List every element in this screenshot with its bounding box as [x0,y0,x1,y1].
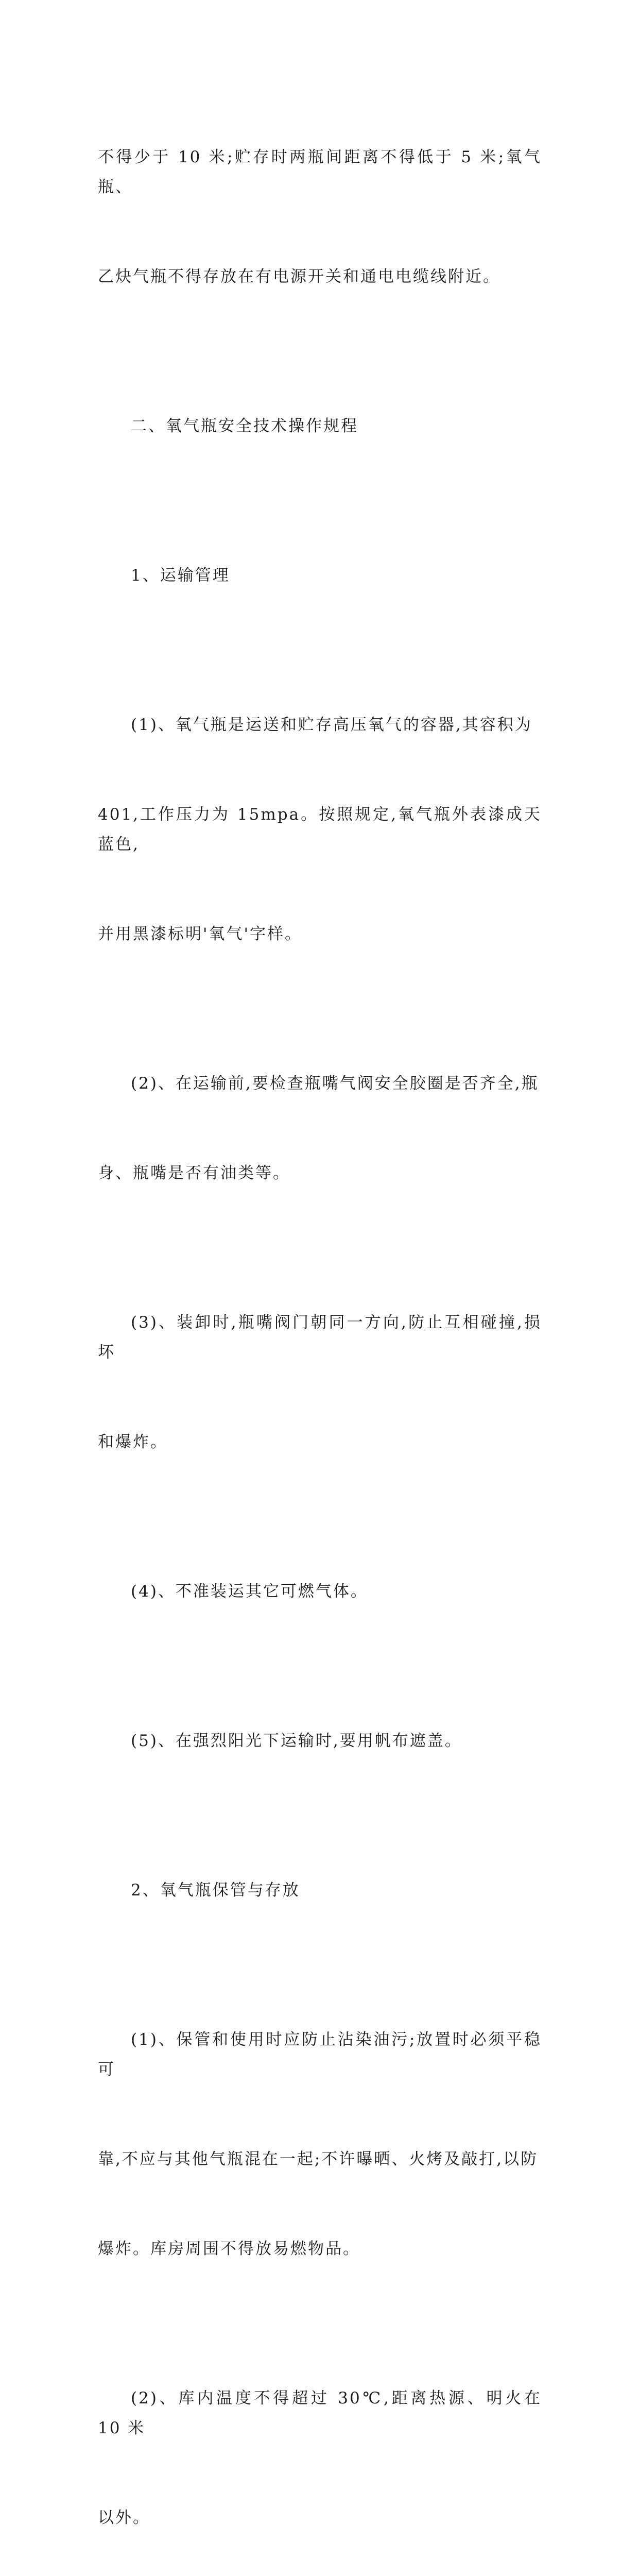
paragraph-transport-1 [98,650,542,1009]
text-line: 以外。 [98,2509,150,2527]
text-line: 爆炸。库房周围不得放易燃物品。 [98,2240,360,2258]
text-line: 401,工作压力为 15mpa。按照规定,氧气瓶外表漆成天蓝色, [98,805,542,854]
text-line: 身、瓶嘴是否有油类等。 [98,1164,290,1182]
text-line: 并用黑漆标明'氧气'字样。 [98,925,303,943]
text-line: (4)、不准装运其它可燃气体。 [131,1582,368,1601]
text-line: (1)、保管和使用时应防止沾染油污;放置时必须平稳可 [98,2030,542,2079]
heading-text: 2、氧气瓶保管与存放 [131,1881,300,1900]
paragraph-storage-1 [98,1965,542,2324]
section-heading-oxygen-cylinder-rules [98,351,542,501]
paragraph-storage-2 [98,2324,548,2576]
heading-text: 1、运输管理 [131,566,230,585]
paragraph-transport-2 [98,1009,542,1248]
text-line: (2)、在运输前,要检查瓶嘴气阀安全胶圈是否齐全,瓶 [131,1074,539,1093]
document-body [98,82,548,2576]
text-line: 乙炔气瓶不得存放在有电源开关和通电电缆线附近。 [98,267,500,286]
text-line: 和爆炸。 [98,1433,168,1451]
text-line: 靠,不应与其他气瓶混在一起;不许曝晒、火烤及敲打,以防 [98,2150,539,2168]
paragraph-storage-distance [98,82,542,351]
subsection-heading-transport [98,501,542,650]
heading-text: 二、氧气瓶安全技术操作规程 [131,417,358,435]
paragraph-transport-3 [98,1248,542,1517]
text-line: 不得少于 10 米;贮存时两瓶间距离不得低于 5 米;氧气瓶、 [98,148,542,196]
subsection-heading-storage [98,1816,542,1965]
paragraph-transport-4 [98,1517,542,1666]
text-line: (2)、库内温度不得超过 30℃,距离热源、明火在 10 米 [98,2389,548,2437]
text-line: (5)、在强烈阳光下运输时,要用帆布遮盖。 [131,1732,462,1750]
paragraph-transport-5 [98,1666,542,1816]
text-line: (3)、装卸时,瓶嘴阀门朝同一方向,防止互相碰撞,损坏 [98,1313,542,1362]
text-line: (1)、氧气瓶是运送和贮存高压氧气的容器,其容积为 [131,716,532,734]
